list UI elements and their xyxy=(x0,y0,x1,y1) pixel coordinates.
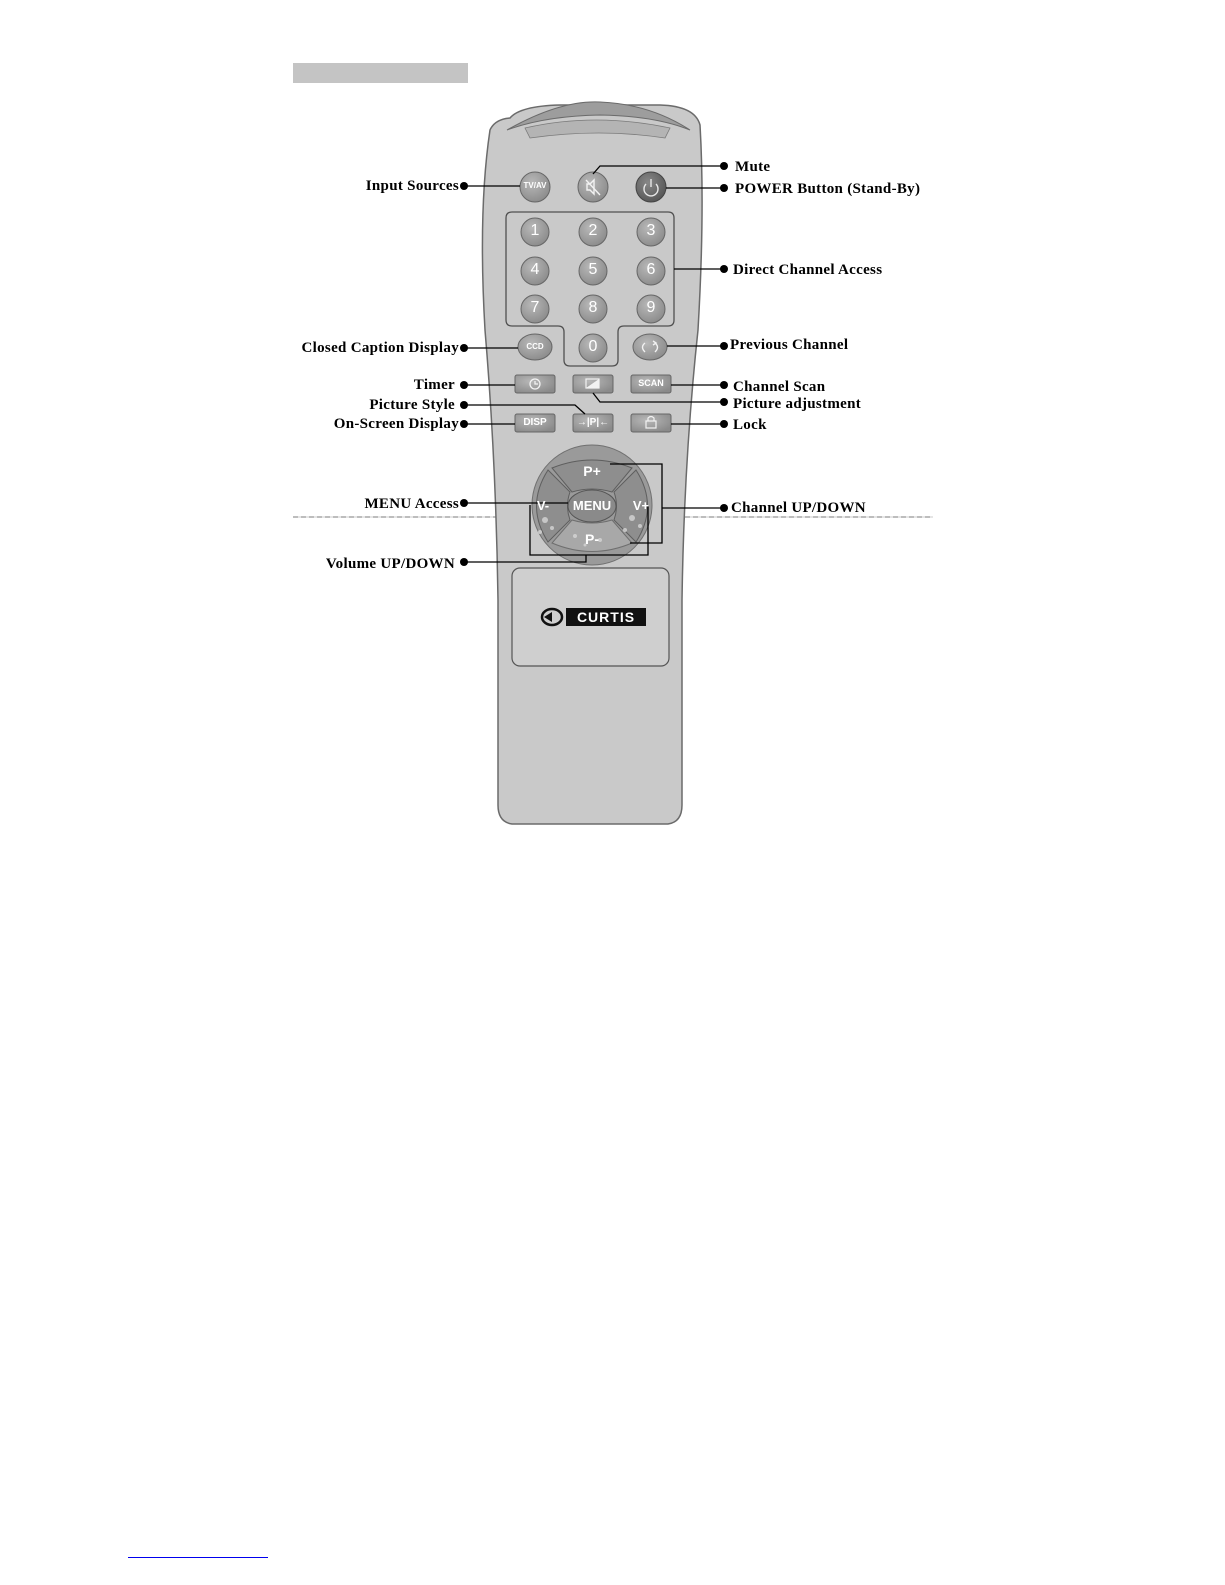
digit-label-0: 0 xyxy=(588,338,598,355)
label-closed-caption: Closed Caption Display xyxy=(301,340,459,356)
label-channel-updown: Channel UP/DOWN xyxy=(731,500,866,516)
label-previous-channel: Previous Channel xyxy=(730,337,849,353)
p-plus-label: P+ xyxy=(583,463,601,479)
menu-label: MENU xyxy=(572,498,612,513)
label-power: POWER Button (Stand-By) xyxy=(735,181,921,197)
pip-label: →|P|← xyxy=(576,417,610,428)
label-picture-style: Picture Style xyxy=(369,397,455,413)
disp-label: DISP xyxy=(523,417,547,428)
digit-label-1: 1 xyxy=(530,222,540,239)
digit-label-3: 3 xyxy=(646,222,656,239)
footer-rule xyxy=(128,1557,268,1558)
label-input-sources: Input Sources xyxy=(365,178,459,194)
tvav-label: TV/AV xyxy=(523,181,547,190)
v-plus-label: V+ xyxy=(632,498,650,513)
digit-label-4: 4 xyxy=(530,261,540,278)
previous-channel-button[interactable] xyxy=(633,334,667,360)
p-minus-label: P- xyxy=(585,531,599,547)
digit-label-2: 2 xyxy=(588,222,598,239)
digit-label-6: 6 xyxy=(646,261,656,278)
label-picture-adjustment: Picture adjustment xyxy=(733,396,862,412)
digit-label-7: 7 xyxy=(530,299,540,316)
label-menu-access: MENU Access xyxy=(364,496,459,512)
digit-label-5: 5 xyxy=(588,261,598,278)
label-volume-updown: Volume UP/DOWN xyxy=(325,556,455,572)
label-lock: Lock xyxy=(733,417,767,433)
digit-label-9: 9 xyxy=(646,299,656,316)
label-timer: Timer xyxy=(413,377,455,393)
label-direct-channel: Direct Channel Access xyxy=(733,262,883,278)
ccd-label: CCD xyxy=(526,342,544,351)
label-osd: On-Screen Display xyxy=(333,416,459,432)
v-minus-label: V- xyxy=(536,498,550,513)
brand-label: CURTIS xyxy=(576,609,636,625)
label-channel-scan: Channel Scan xyxy=(733,379,826,395)
scan-label: SCAN xyxy=(638,378,664,388)
label-mute: Mute xyxy=(735,159,771,175)
digit-label-8: 8 xyxy=(588,299,598,316)
